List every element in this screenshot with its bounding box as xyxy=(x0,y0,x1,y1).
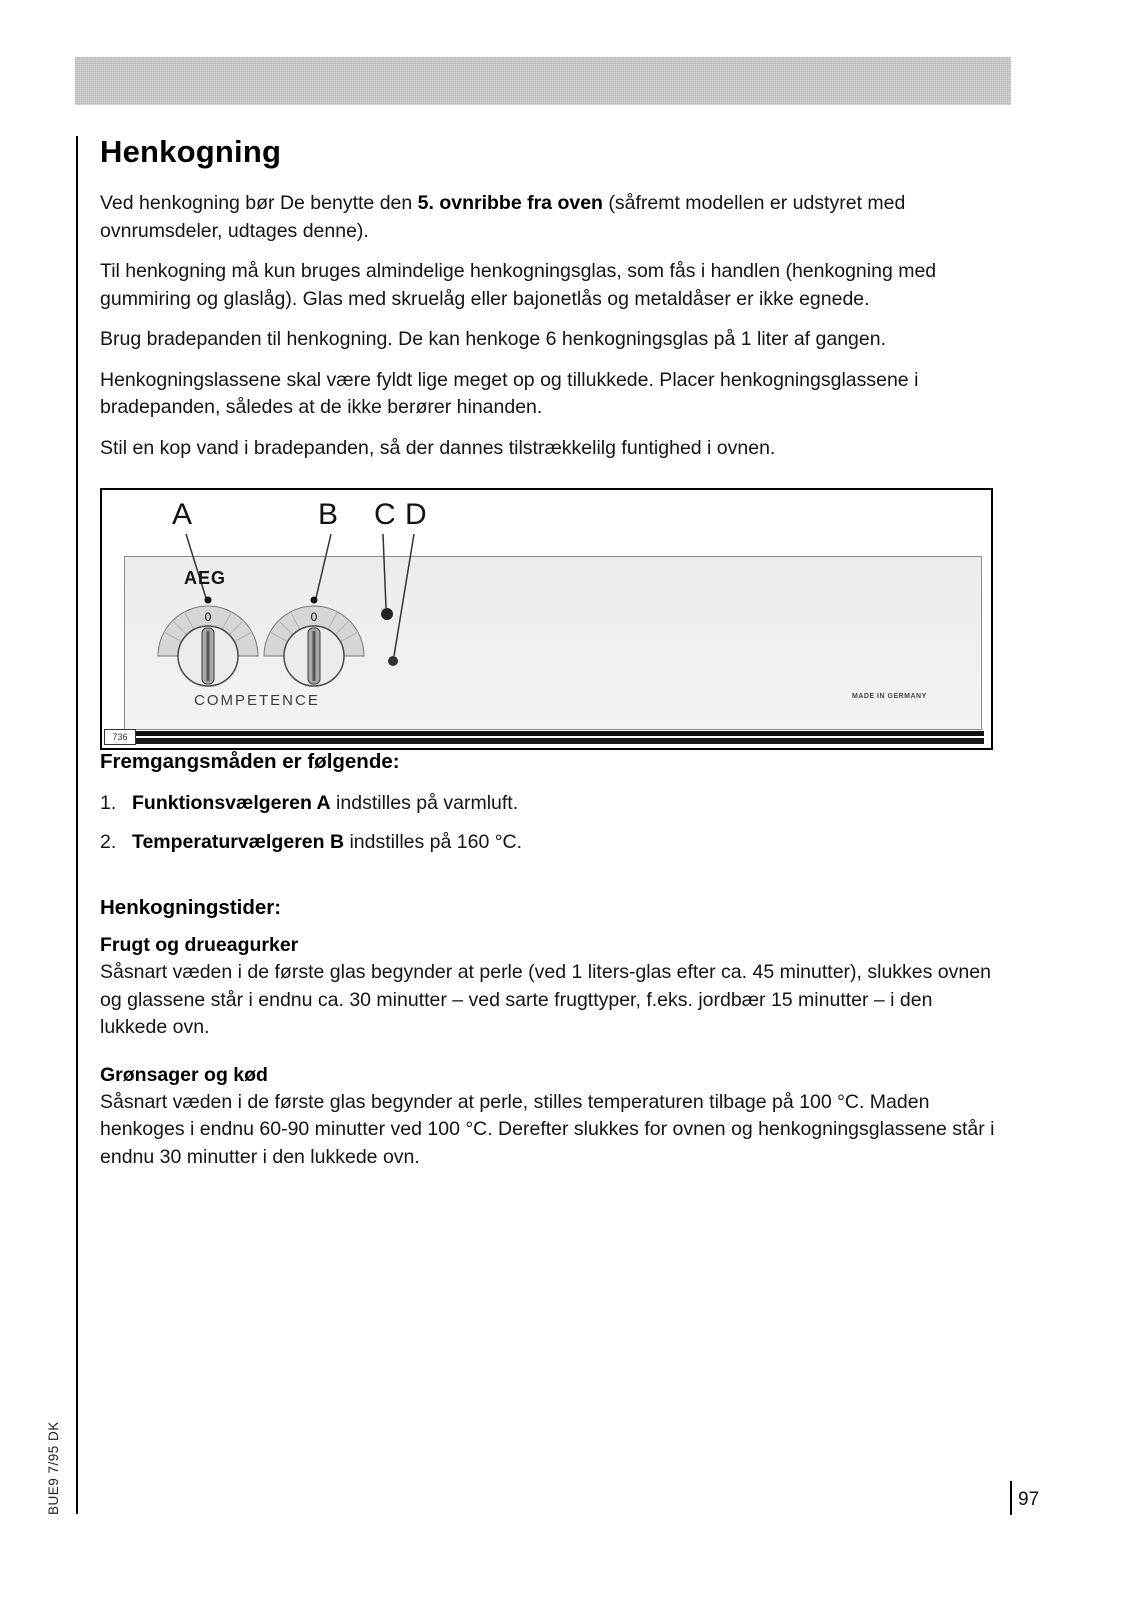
indicator-lamp-c xyxy=(381,608,393,620)
panel-trim-band-bottom xyxy=(126,738,984,744)
model-name: COMPETENCE xyxy=(194,692,320,709)
procedure-heading: Fremgangsmåden er følgende: xyxy=(100,750,400,773)
page-number-rule xyxy=(1010,1481,1012,1515)
paragraph-1-post: (såfremt modellen er udstyret med ovnrumsdeler, udtages denne). xyxy=(100,192,906,242)
made-in-germany-label: MADE IN GERMANY xyxy=(852,693,927,700)
page-content xyxy=(100,134,995,1184)
procedure-step-2-bold: Temperaturvælgeren B xyxy=(132,830,345,853)
paragraph-2: Til henkogning må kun bruges almindelige henkogningsglas, som fås i handlen (henkogning med gummiring og glaslåg). Glas med skruelåg eller bajonetlås og metaldåser er ikke egnede. xyxy=(100,260,937,310)
paragraph-5: Stil en kop vand i bradepanden, så der dannes tilstrækkelilg funtighed i ovnen. xyxy=(100,436,776,459)
paragraph-4: Henkogningslassene skal være fyldt lige meget op og tillukkede. Placer henkogningsglassene i bradepanden, således at de ikke berører hinanden. xyxy=(100,368,919,418)
procedure-step-2-text: indstilles på 160 °C. xyxy=(344,830,523,853)
fruit-paragraph: Såsnart væden i de første glas begynder at perle (ved 1 liters-glas efter ca. 45 minutter), slukkes ovnen og glassene står i endnu ca. 30 minutter – ved sarte frugttyper, f.eks. jordbær 15 minutter – i den lukkede ovn. xyxy=(100,961,991,1038)
procedure-step-1-text: indstilles på varmluft. xyxy=(330,792,519,814)
vegetables-paragraph: Såsnart væden i de første glas begynder at perle, stilles temperaturen tilbage på 100 °C. Maden henkoges i endnu 60-90 minutter ved 100 °C. Derefter slukkes for ovnen og henkogningsglassene står i endnu 30 minutter i den lukkede ovn. xyxy=(100,1090,995,1168)
oven-control-panel-figure xyxy=(100,488,993,750)
indicator-lamp-d xyxy=(388,656,398,666)
procedure-step-2 xyxy=(100,829,995,857)
page-number: 97 xyxy=(1018,1489,1040,1510)
times-heading: Henkogningstider: xyxy=(100,896,282,919)
panel-graphic xyxy=(102,490,995,752)
brand-logo: AEG xyxy=(184,568,227,588)
left-margin-rule xyxy=(76,136,78,1514)
scan-gray-band xyxy=(75,57,1011,105)
figure-label-b: B xyxy=(318,498,339,531)
panel-trim-band-top xyxy=(126,731,984,736)
procedure-step-1-bold: Funktionsvælgeren A xyxy=(132,792,331,814)
procedure-step-1-number: 1. xyxy=(100,792,117,814)
figure-label-c: C xyxy=(374,498,396,531)
knob-a-zero-mark: 0 xyxy=(204,610,212,624)
paragraph-1-pre: Ved henkogning bør De benytte den xyxy=(100,192,418,214)
spine-print-code: BUE9 7/95 DK xyxy=(46,1421,61,1515)
function-selector-knob xyxy=(158,597,258,687)
paragraph-1 xyxy=(100,190,995,245)
procedure-step-2-number: 2. xyxy=(100,830,117,853)
fruit-subheading: Frugt og drueagurker xyxy=(100,934,299,956)
procedure-step-1 xyxy=(100,790,995,818)
figure-label-a: A xyxy=(172,498,193,531)
temperature-selector-knob xyxy=(264,597,364,687)
paragraph-3: Brug bradepanden til henkogning. De kan henkoge 6 henkogningsglas på 1 liter af gangen. xyxy=(100,328,887,350)
vegetables-subheading: Grønsager og kød xyxy=(100,1063,268,1086)
knob-b-zero-mark: 0 xyxy=(310,610,318,624)
paragraph-1-bold: 5. ovnribbe fra oven xyxy=(417,192,603,214)
figure-code-box: 736 xyxy=(104,729,136,745)
figure-label-d: D xyxy=(405,498,427,531)
page-title: Henkogning xyxy=(100,134,282,169)
